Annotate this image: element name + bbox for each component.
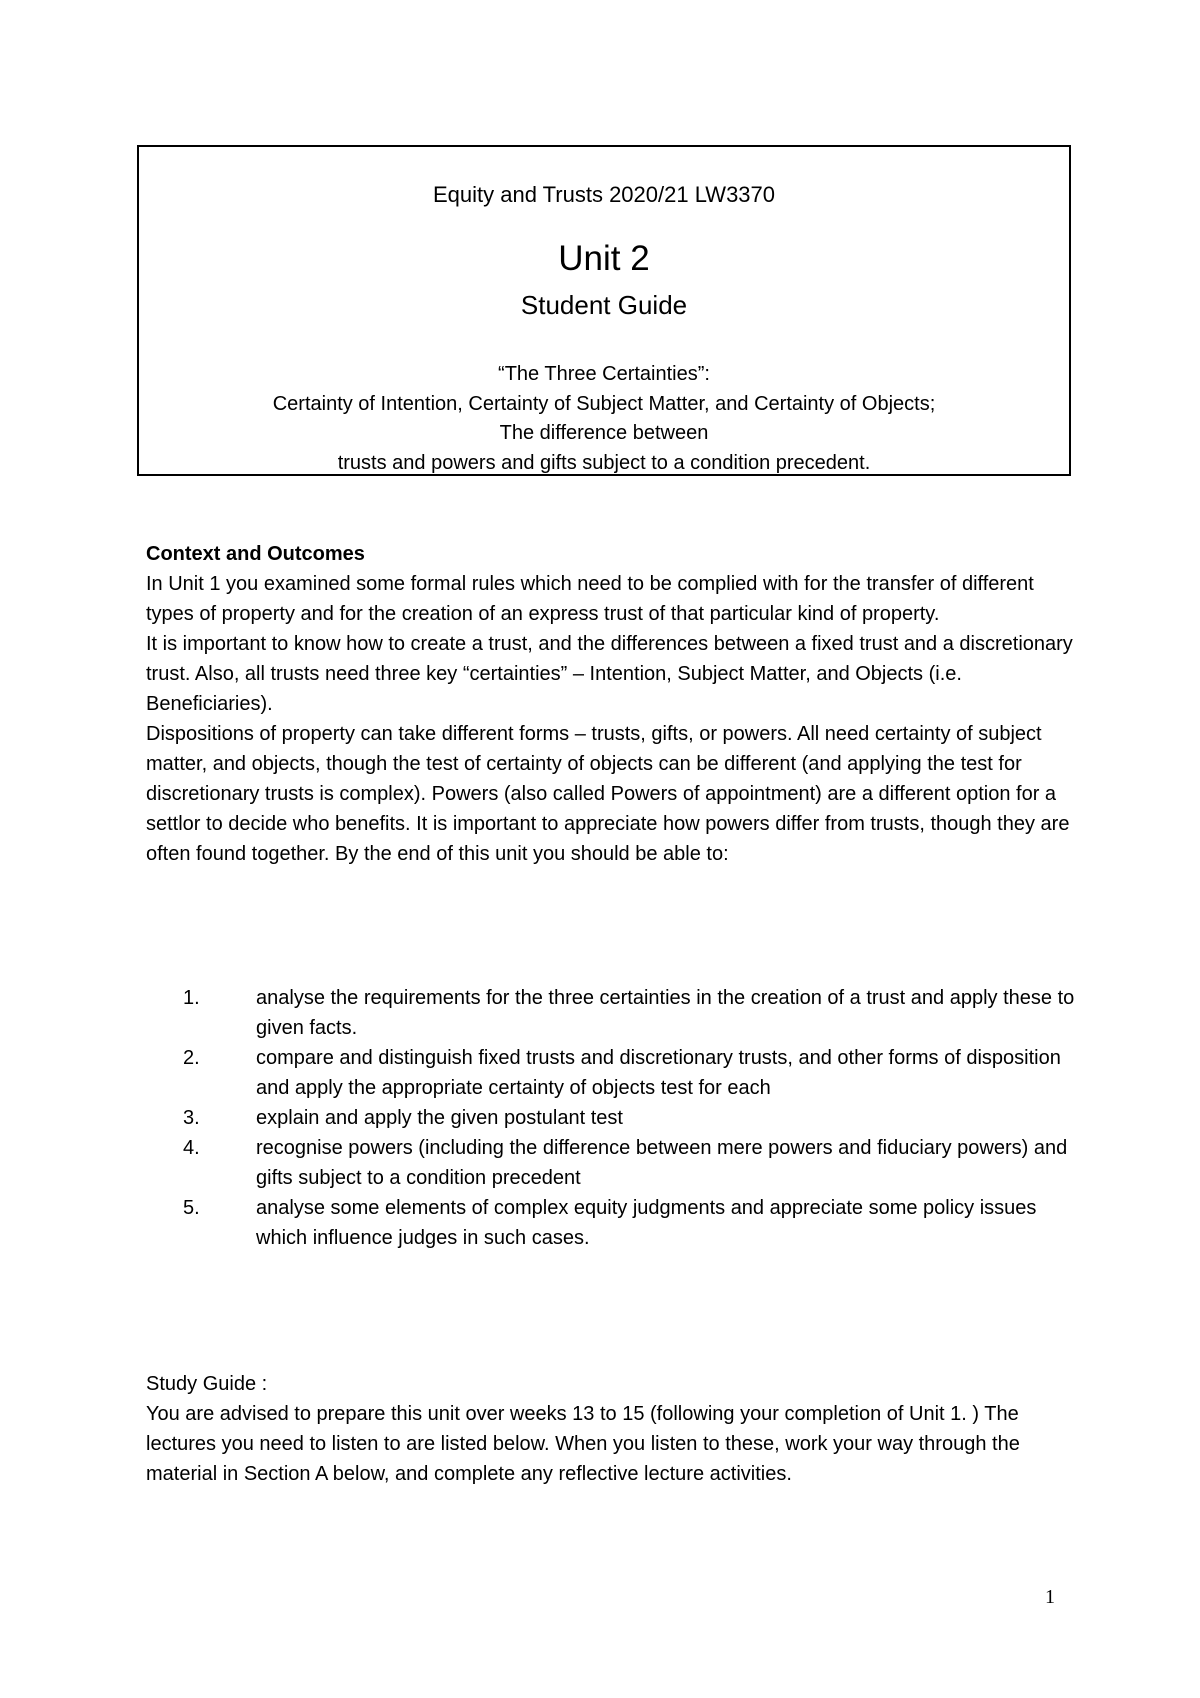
context-paragraph: In Unit 1 you examined some formal rules which need to be complied with for the transfer of different types of property and for the creation of an express trust of that particular kind of property. bbox=[146, 573, 1034, 625]
outcome-text: analyse the requirements for the three certainties in the creation of a trust and apply these to given facts. bbox=[256, 987, 1075, 1039]
study-guide-section bbox=[146, 1369, 1076, 1489]
context-paragraph: Dispositions of property can take different forms – trusts, gifts, or powers. All need certainty of subject matter, and objects, though the test of certainty of objects can be different (and applying the test for discretionary trusts is complex). Powers (also called Powers of appointment) are a different option for a settlor to decide who benefits. It is important to appreciate how powers differ from trusts, though they are often found together. By the end of this unit you should be able to: bbox=[146, 723, 1070, 865]
outcome-number: 1. bbox=[183, 987, 200, 1009]
outcome-text: explain and apply the given postulant test bbox=[256, 1107, 623, 1129]
outcome-item bbox=[146, 1193, 1076, 1253]
page-number: 1 bbox=[1045, 1586, 1055, 1608]
outcome-text: analyse some elements of complex equity judgments and appreciate some policy issues which influence judges in such cases. bbox=[256, 1197, 1037, 1249]
outcome-number: 5. bbox=[183, 1197, 200, 1219]
outcome-item bbox=[146, 983, 1076, 1043]
unit-subtitle bbox=[139, 360, 1069, 478]
subtitle-line: Certainty of Intention, Certainty of Subject Matter, and Certainty of Objects; bbox=[272, 392, 936, 415]
outcome-item bbox=[146, 1103, 1076, 1133]
outcome-number: 3. bbox=[183, 1107, 200, 1129]
study-guide-heading: Study Guide : bbox=[146, 1373, 268, 1395]
title-box bbox=[137, 145, 1071, 476]
context-paragraph: It is important to know how to create a trust, and the differences between a fixed trust and a discretionary trust. Also, all trusts need three key “certainties” – Intention, Subject Matter, and Objects (i.e. Beneficiaries). bbox=[146, 633, 1073, 715]
unit-title: Unit 2 bbox=[558, 239, 650, 278]
subtitle-line: trusts and powers and gifts subject to a condition precedent. bbox=[337, 451, 871, 474]
study-guide-text: You are advised to prepare this unit over weeks 13 to 15 (following your completion of Unit 1. ) The lectures you need to listen to are listed below. When you listen to these, work your way through the material in Section A below, and complete any reflective lecture activities. bbox=[146, 1403, 1020, 1485]
outcomes-list bbox=[146, 983, 1076, 1253]
outcome-text: recognise powers (including the difference between mere powers and fiduciary powers) and gifts subject to a condition precedent bbox=[256, 1137, 1068, 1189]
outcome-item bbox=[146, 1133, 1076, 1193]
subtitle-line: “The Three Certainties”: bbox=[498, 363, 710, 385]
outcome-text: compare and distinguish fixed trusts and discretionary trusts, and other forms of disposition and apply the appropriate certainty of objects test for each bbox=[256, 1047, 1061, 1099]
outcome-number: 2. bbox=[183, 1047, 200, 1069]
context-section bbox=[146, 539, 1076, 869]
guide-title: Student Guide bbox=[520, 290, 688, 320]
outcome-number: 4. bbox=[183, 1137, 200, 1159]
subtitle-line: The difference between bbox=[499, 422, 709, 444]
outcome-item bbox=[146, 1043, 1076, 1103]
context-heading: Context and Outcomes bbox=[146, 543, 365, 565]
course-title: Equity and Trusts 2020/21 LW3370 bbox=[432, 182, 776, 207]
